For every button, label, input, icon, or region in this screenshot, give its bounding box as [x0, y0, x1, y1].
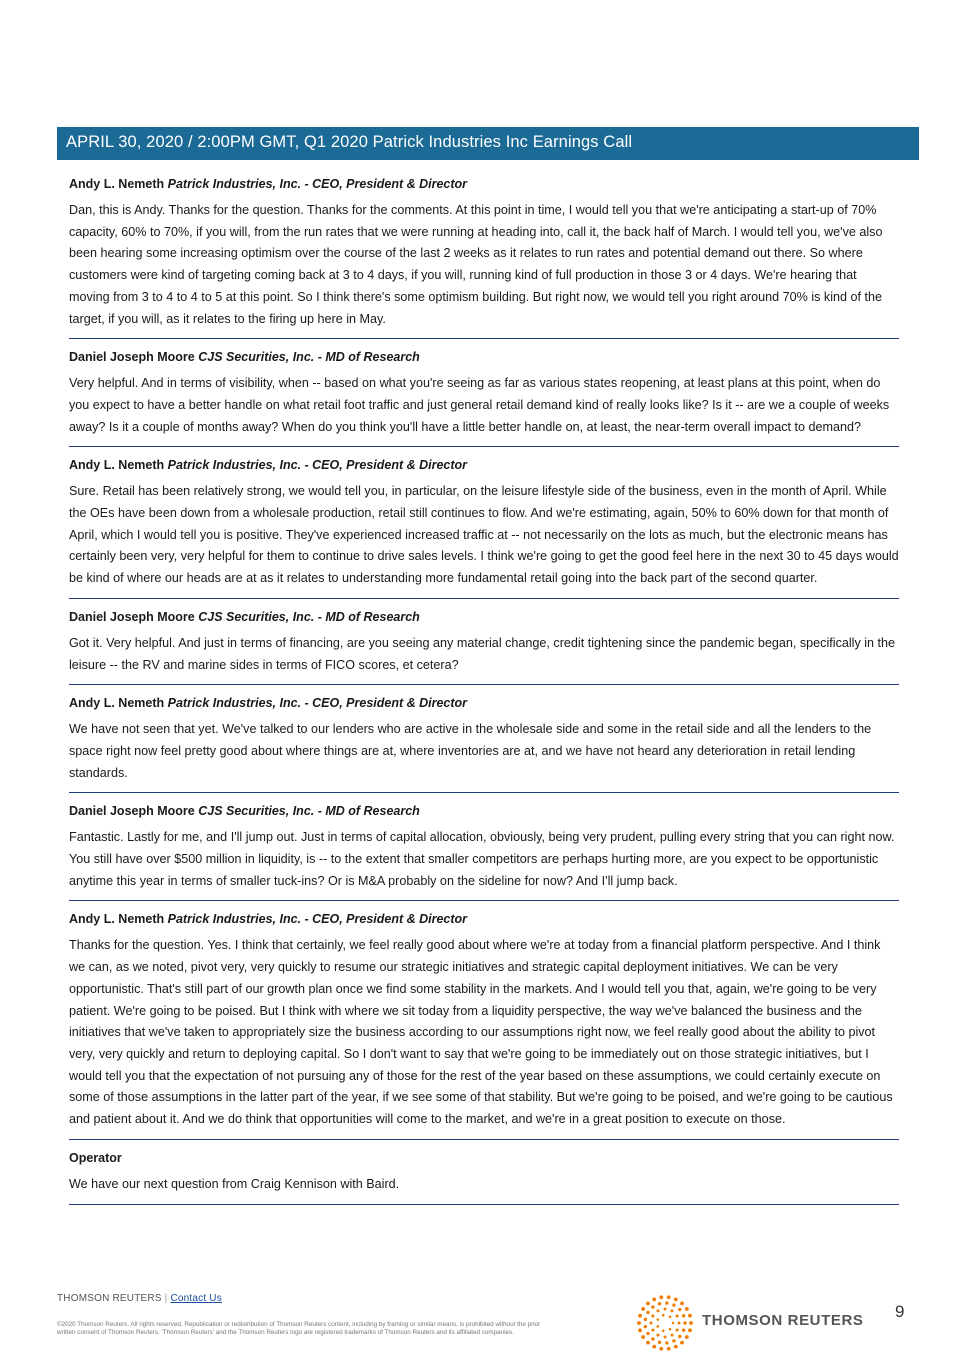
- logo-dot: [652, 1345, 656, 1349]
- speaker-text: Very helpful. And in terms of visibility, when -- based on what you're seeing as far as various states reopening, at least plans at this point, when do you expect to have a better handle on what retail foot traffic and just general retail demand kind of really looks like? Is it -- are we a couple of weeks away? Is it a couple of months away? When do you think you'll have a little better handle on, at least, the near-term overall impact to demand?: [69, 376, 890, 434]
- page-header-title: APRIL 30, 2020 / 2:00PM GMT, Q1 2020 Patrick Industries Inc Earnings Call: [66, 133, 633, 151]
- logo-dot: [667, 1347, 671, 1351]
- logo-dot: [662, 1314, 665, 1317]
- logo-dot: [651, 1315, 654, 1318]
- speaker-affiliation: Patrick Industries, Inc. - CEO, President & Director: [167, 177, 468, 191]
- logo-dot: [646, 1332, 649, 1335]
- contact-us-link[interactable]: Contact Us: [170, 1293, 222, 1304]
- logo-dot: [665, 1301, 668, 1304]
- transcript-entry: [69, 1150, 899, 1205]
- logo-dot: [644, 1325, 647, 1328]
- speaker-line: [69, 457, 899, 474]
- logo-dot: [651, 1337, 654, 1340]
- logo-dot: [674, 1297, 678, 1301]
- header-bar: [57, 127, 919, 160]
- transcript-entry: [69, 803, 899, 901]
- speaker-text: We have not seen that yet. We've talked to our lenders who are active in the wholesale side and some in the retail side and all the lenders to the space right now feel pretty good about where things are at, where inventories are at, and we have not heard any deterioration in retail lending standards.: [69, 722, 872, 780]
- logo-dot: [678, 1335, 681, 1338]
- logo-dot: [638, 1314, 642, 1318]
- transcript-entry: [69, 911, 899, 1139]
- speaker-affiliation: CJS Securities, Inc. - MD of Research: [198, 350, 420, 365]
- speaker-line: [69, 1150, 899, 1167]
- speaker-name: Andy L. Nemeth: [69, 458, 165, 473]
- logo-dot: [682, 1314, 685, 1317]
- logo-dot: [637, 1321, 641, 1325]
- logo-dot: [664, 1308, 667, 1311]
- transcript: [69, 176, 899, 1215]
- logo-dot: [685, 1335, 689, 1339]
- logo-dot: [671, 1309, 674, 1312]
- logo-dot: [641, 1307, 645, 1311]
- speaker-text: Thanks for the question. Yes. I think that certainly, we feel really good about where we're at today from a financial platform perspective. And I think we can, as we noted, pivot very, very quickly to resume our strategic initiatives and strategic capital deployment initiatives. We can be very opportunistic. That's still part of our growth plan once we find some stability in the markets. And I would tell you that, again, we're going to be very patient. We're going to be poised. But I think with where we sit today from a liquidity perspective, the way we've balanced the business and the initiatives that we've taken to appropriately size the business according to our assumptions right now, we feel really good about the ability to pivot very, very quickly and return to deploying capital. So I don't want to say that we're going to be immediately out on those strategic initiatives, but I would tell you that the expectation of not pursuing any of those for the rest of the year based on these assumptions, we could certainly execute on some of those assumptions in the latter part of the year, if we see some of that stability. But we're going to be poised, and we're going to be cautious and patient about it. And we do think that opportunities will come to the market, and we're in a great position to execute on those.: [69, 938, 893, 1127]
- page-number: 9: [895, 1302, 905, 1321]
- logo-dot: [689, 1321, 693, 1325]
- page-footer: [57, 1293, 917, 1353]
- logo-dot: [682, 1329, 685, 1332]
- logo-dot: [662, 1330, 665, 1333]
- logo-dot: [676, 1329, 679, 1332]
- logo-dot: [646, 1341, 650, 1345]
- logo-dot: [688, 1314, 692, 1318]
- speaker-affiliation: CJS Securities, Inc. - MD of Research: [198, 609, 420, 624]
- logo-dot: [641, 1335, 645, 1339]
- logo-dot: [658, 1302, 661, 1305]
- logo-dot: [650, 1322, 653, 1325]
- transcript-entry: [69, 457, 899, 599]
- logo-dot: [657, 1334, 660, 1337]
- logo-dot: [651, 1305, 654, 1308]
- logo-dot: [664, 1336, 667, 1339]
- logo-dot: [685, 1307, 689, 1311]
- logo-dot: [688, 1328, 692, 1332]
- logo-dot: [659, 1295, 663, 1299]
- logo-dot: [656, 1325, 659, 1328]
- speaker-line: [69, 176, 899, 193]
- logo-dot: [659, 1347, 663, 1351]
- footer-legal-text: ©2020 Thomson Reuters. All rights reserved. Republication or redistribution of Thomson Reuters content, including by framing or similar means, is prohibited without the prior written consent of Thomson Reuters. 'Thomson Reuters' and the Thomson Reuters logo are registered trademarks of Thomson Reuters and its affiliated companies.: [57, 1321, 541, 1337]
- logo-dot: [680, 1301, 684, 1305]
- footer-brand-line: [57, 1293, 917, 1304]
- speaker-text: Fantastic. Lastly for me, and I'll jump out. Just in terms of capital allocation, obviously, being very prudent, pulling every string that you can right now. You still have over $500 million in liquidity, is -- to the extent that smaller competitors are perhaps hurting more, are you expect to be opportunistic anytime this year in terms of smaller tuck-ins? Or is M&A probably on the sideline for now? And I'll jump back.: [69, 830, 895, 888]
- logo-dot: [638, 1328, 642, 1332]
- speaker-name: Daniel Joseph Moore: [69, 350, 195, 365]
- logo-dot: [676, 1315, 679, 1318]
- logo-dot: [672, 1303, 675, 1306]
- logo-dot: [669, 1315, 672, 1318]
- logo-dot: [665, 1341, 668, 1344]
- speaker-line: [69, 349, 899, 366]
- logo-dot: [683, 1321, 686, 1324]
- speaker-line: [69, 911, 899, 928]
- speaker-line: [69, 695, 899, 712]
- speaker-name: Daniel Joseph Moore: [69, 804, 195, 819]
- logo-dot: [667, 1295, 671, 1299]
- logo-dot: [672, 1322, 675, 1325]
- speaker-line: [69, 609, 899, 626]
- logo-dot: [669, 1328, 672, 1331]
- speaker-affiliation: Patrick Industries, Inc. - CEO, President & Director: [167, 696, 468, 711]
- speaker-text: Sure. Retail has been relatively strong, we would tell you, in particular, on the leisure lifestyle side of the business, even in the month of April. While the OEs have been down from a wholesale production, retail still continues to flow. And we're estimating, again, 50% to 60% down for that month of April, which I would tell you is positive. They've experienced increased traffic at -- not necessarily on the lots as much, but the electronic means has certainly been very, very helpful for them to continue to drive sales levels. I think we're going to get the good feel here in the next 30 to 45 days would be kind of where our heads are at as it relates to understanding more fundamental retail going into the back part of the second quarter.: [69, 484, 899, 586]
- transcript-entry: [69, 609, 899, 685]
- speaker-name: Operator: [69, 1150, 122, 1165]
- speaker-name: Daniel Joseph Moore: [69, 609, 195, 624]
- logo-dot: [658, 1341, 661, 1344]
- speaker-text: Got it. Very helpful. And just in terms of financing, are you seeing any material change, credit tightening since the pandemic began, specifically in the leisure -- the RV and marine sides in terms of FICO scores, et cetera?: [69, 635, 896, 672]
- transcript-entry: [69, 695, 899, 793]
- speaker-text: We have our next question from Craig Kennison with Baird.: [69, 1176, 400, 1191]
- speaker-affiliation: CJS Securities, Inc. - MD of Research: [198, 804, 420, 819]
- speaker-affiliation: Patrick Industries, Inc. - CEO, President & Director: [167, 458, 468, 473]
- footer-separator: |: [164, 1293, 168, 1304]
- logo-dot: [678, 1322, 681, 1325]
- logo-dot: [678, 1308, 681, 1311]
- thomson-reuters-logo-icon: [635, 1293, 695, 1353]
- speaker-affiliation: Patrick Industries, Inc. - CEO, President & Director: [167, 912, 468, 927]
- speaker-line: [69, 803, 899, 820]
- transcript-entry: [69, 176, 899, 339]
- logo-dot: [651, 1329, 654, 1332]
- logo-dot: [656, 1318, 659, 1321]
- speaker-name: Andy L. Nemeth: [69, 177, 165, 191]
- logo-dot: [671, 1334, 674, 1337]
- logo-dot: [646, 1301, 650, 1305]
- speaker-name: Andy L. Nemeth: [69, 696, 165, 711]
- logo-dot: [657, 1309, 660, 1312]
- logo-dot: [646, 1311, 649, 1314]
- logo-dot: [672, 1339, 675, 1342]
- footer-brand: THOMSON REUTERS: [57, 1293, 162, 1304]
- speaker-text: Dan, this is Andy. Thanks for the question. Thanks for the comments. At this point in time, I would tell you that we're anticipating a start-up of 70% capacity, 60% to 70%, if you will, from the run rates that we were running at heading into, call it, the back half of March. I would tell you, we've also been hearing some increasing optimism over the course of the last 2 weeks as it relates to run rates and potential demand out there. So where customers were kind of targeting coming back at 3 to 4 days, if you will, running kind of full production in those 3 or 4 days. We're hearing that moving from 3 to 4 to 4 to 5 at this point. So I think there's some optimism building. But right now, we would tell you right around 70% is kind of the target, if you will, as it relates to the firing up here in May.: [69, 203, 883, 326]
- logo-dot: [652, 1297, 656, 1301]
- logo-dot: [680, 1341, 684, 1345]
- transcript-entry: [69, 349, 899, 447]
- logo-dot: [674, 1345, 678, 1349]
- speaker-name: Andy L. Nemeth: [69, 912, 165, 927]
- logo-wordmark: THOMSON REUTERS: [702, 1312, 864, 1329]
- logo-dot: [644, 1318, 647, 1321]
